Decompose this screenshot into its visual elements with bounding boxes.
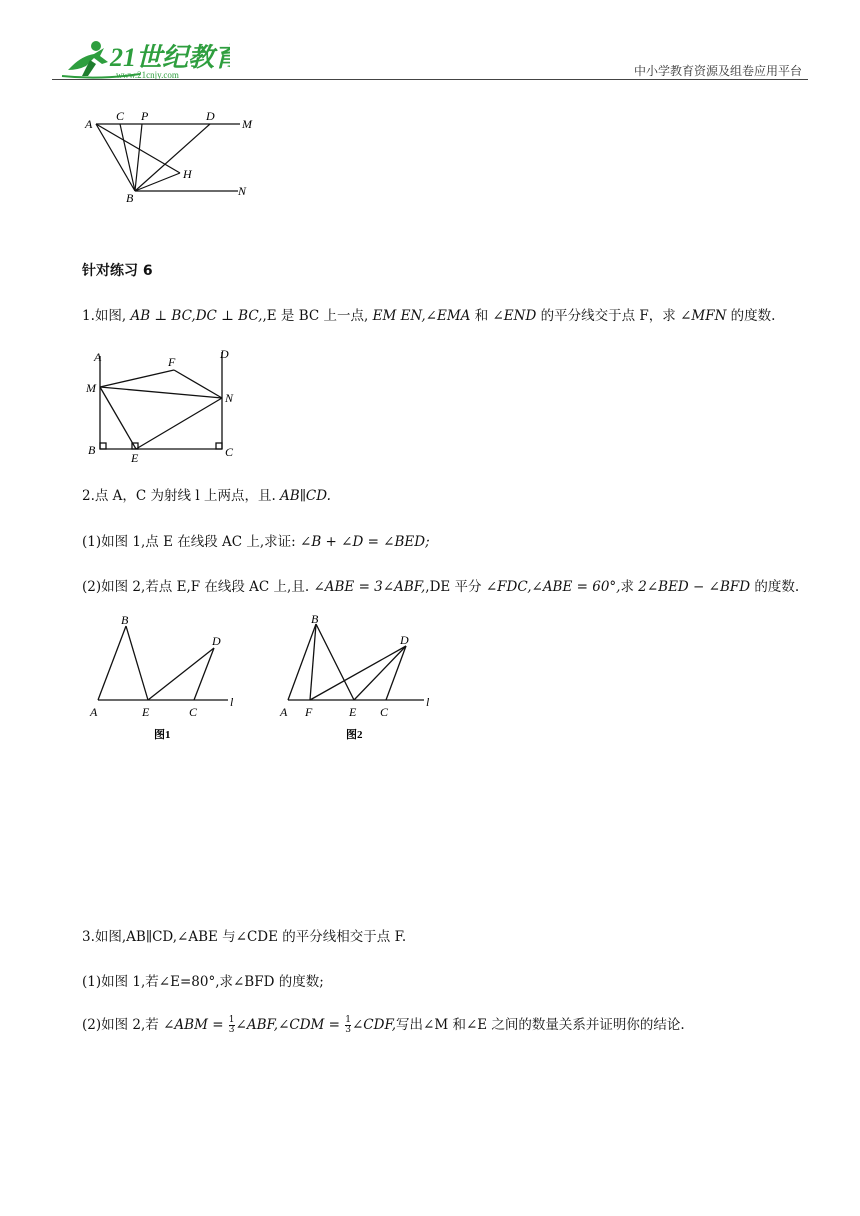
q2-stem: 2.点 A，C 为射线 l 上两点，且. AB∥CD. [82, 488, 331, 504]
label-A: A [85, 117, 93, 131]
label-B: B [311, 612, 319, 626]
label-l: l [426, 695, 430, 709]
brand-url: www.21cnjy.com [116, 70, 179, 80]
label-M: M [242, 117, 252, 131]
figure-caption: 图1 [154, 729, 171, 741]
fraction-one-third: $\frac{1}{3}$ [228, 1015, 235, 1035]
label-D: D [400, 633, 409, 647]
q3-part2: (2)如图 2,若 ∠ABM = $\frac{1}{3}$ ∠ABF,∠CDM = $\frac{1}{3}$ ∠CDF,写出∠M 和∠E 之间的数量关系并证明你的结论. [82, 1015, 685, 1035]
label-N: N [238, 184, 247, 198]
label-H: H [183, 167, 192, 181]
q3-stem: 3.如图,AB∥CD,∠ABE 与∠CDE 的平分线相交于点 F. [82, 929, 407, 945]
label-C: C [116, 109, 125, 123]
label-E: E [349, 705, 357, 719]
figure-caption: 图2 [346, 729, 363, 741]
header-tagline: 中小学教育资源及组卷应用平台 [633, 64, 802, 78]
figure-q2-2 [276, 608, 446, 743]
q3-part1: (1)如图 1,若∠E=80°,求∠BFD 的度数; [82, 974, 324, 990]
runner-head-icon [91, 41, 101, 51]
fraction-one-third: $\frac{1}{3}$ [345, 1015, 351, 1035]
label-P: P [141, 109, 149, 123]
label-C: C [225, 445, 234, 459]
label-B: B [121, 613, 129, 627]
label-F: F [168, 355, 176, 369]
label-F: F [305, 705, 313, 719]
label-A: A [90, 705, 98, 719]
figure-top [80, 106, 260, 206]
label-E: E [131, 451, 139, 464]
label-A: A [280, 705, 288, 719]
label-D: D [220, 347, 229, 361]
brand-name: 21世纪教育 [110, 43, 230, 72]
site-logo [60, 36, 230, 82]
label-B: B [126, 191, 134, 205]
label-B: B [88, 443, 96, 457]
label-C: C [189, 705, 198, 719]
label-N: N [225, 391, 234, 405]
label-E: E [142, 705, 150, 719]
figure-q2-1 [86, 608, 246, 743]
section-title: 针对练习 6 [82, 263, 153, 279]
label-D: D [206, 109, 215, 123]
q2-part1: (1)如图 1,点 E 在线段 AC 上,求证: ∠B + ∠D = ∠BED; [82, 534, 430, 550]
label-D: D [212, 634, 221, 648]
label-l: l [230, 695, 234, 709]
q1-stem: 1.如图, AB ⊥ BC,DC ⊥ BC,,E 是 BC 上一点, EM EN,∠EMA 和 ∠END 的平分线交于点 F，求 ∠MFN 的度数. [82, 308, 776, 324]
header-divider [52, 79, 808, 80]
label-C: C [380, 705, 389, 719]
label-M: M [86, 381, 96, 395]
label-A: A [94, 350, 102, 364]
q2-part2: (2)如图 2,若点 E,F 在线段 AC 上,且. ∠ABE = 3∠ABF,,DE 平分 ∠FDC,∠ABE = 60°,求 2∠BED − ∠BFD 的度数. [82, 579, 800, 595]
figure-q1 [84, 344, 244, 464]
